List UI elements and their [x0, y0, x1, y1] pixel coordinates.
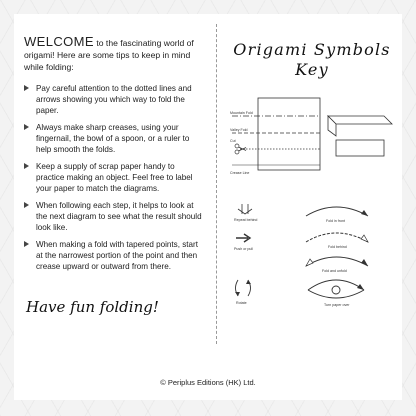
- cut-label: Cut: [230, 139, 236, 143]
- tip-text: Keep a supply of scrap paper handy to practice making an object. Feel free to label your paper to match the diagrams.: [36, 162, 193, 193]
- tip-text: When making a fold with tapered points, start at the narrowest portion of the point and then crease upward or outward from there.: [36, 240, 198, 271]
- tips-column: [24, 36, 204, 278]
- mountain-fold-label: Mountain Fold: [230, 111, 253, 115]
- triangle-bullet-icon: [24, 163, 29, 169]
- fold-in-front-icon: [306, 207, 368, 216]
- tip-item: [24, 83, 204, 116]
- tip-item: [24, 200, 204, 233]
- fold-in-front-label: Fold in front: [326, 219, 345, 223]
- tip-item: [24, 122, 204, 155]
- tip-text: When following each step, it helps to look at the next diagram to see what the result should look like.: [36, 201, 202, 232]
- push-or-pull-icon: [236, 234, 250, 242]
- fold-behind-icon: [306, 233, 368, 242]
- symbols-title-line1: Origami Symbols: [233, 40, 391, 59]
- tips-list: [24, 83, 204, 272]
- tip-text: Always make sharp creases, using your fingernail, the bowl of a spoon, or a ruler to help smooth the folds.: [36, 123, 190, 154]
- fold-lines-diagram: [228, 90, 398, 185]
- signoff-text: Have fun folding!: [26, 298, 159, 316]
- rotate-label: Rotate: [236, 301, 247, 305]
- paper-square: [258, 98, 320, 170]
- welcome-paragraph: [24, 36, 204, 73]
- turn-paper-over-icon: [308, 280, 364, 298]
- triangle-bullet-icon: [24, 124, 29, 130]
- triangle-bullet-icon: [24, 85, 29, 91]
- copyright-footer: © Periplus Editions (HK) Ltd.: [160, 378, 256, 387]
- rotate-icon: [235, 280, 251, 296]
- folded-paper-shape: [328, 116, 392, 156]
- welcome-word: WELCOME: [24, 34, 94, 49]
- push-or-pull-label: Push or pull: [234, 247, 253, 251]
- tip-item: [24, 161, 204, 194]
- valley-fold-label: Valley Fold: [230, 128, 248, 132]
- triangle-bullet-icon: [24, 241, 29, 247]
- tip-text: Pay careful attention to the dotted lines and arrows showing you which way to fold the paper.: [36, 84, 192, 115]
- symbols-grid: [228, 200, 398, 310]
- fold-and-unfold-label: Fold and unfold: [322, 269, 347, 273]
- fold-behind-label: Fold behind: [328, 245, 347, 249]
- repeat-behind-icon: [238, 204, 252, 214]
- symbols-title-line2: Key: [295, 60, 329, 79]
- fold-and-unfold-icon: [306, 257, 368, 266]
- welcome-text: to the fascinating world of origami! Here are some tips to keep in mind while folding:: [24, 38, 194, 72]
- crease-line-label: Crease Line: [230, 171, 250, 175]
- turn-paper-over-label: Turn paper over: [324, 303, 350, 307]
- symbols-title: [222, 40, 402, 80]
- tip-item: [24, 239, 204, 272]
- dashed-divider: [216, 24, 217, 344]
- repeat-behind-label: Repeat behind: [234, 218, 258, 222]
- triangle-bullet-icon: [24, 202, 29, 208]
